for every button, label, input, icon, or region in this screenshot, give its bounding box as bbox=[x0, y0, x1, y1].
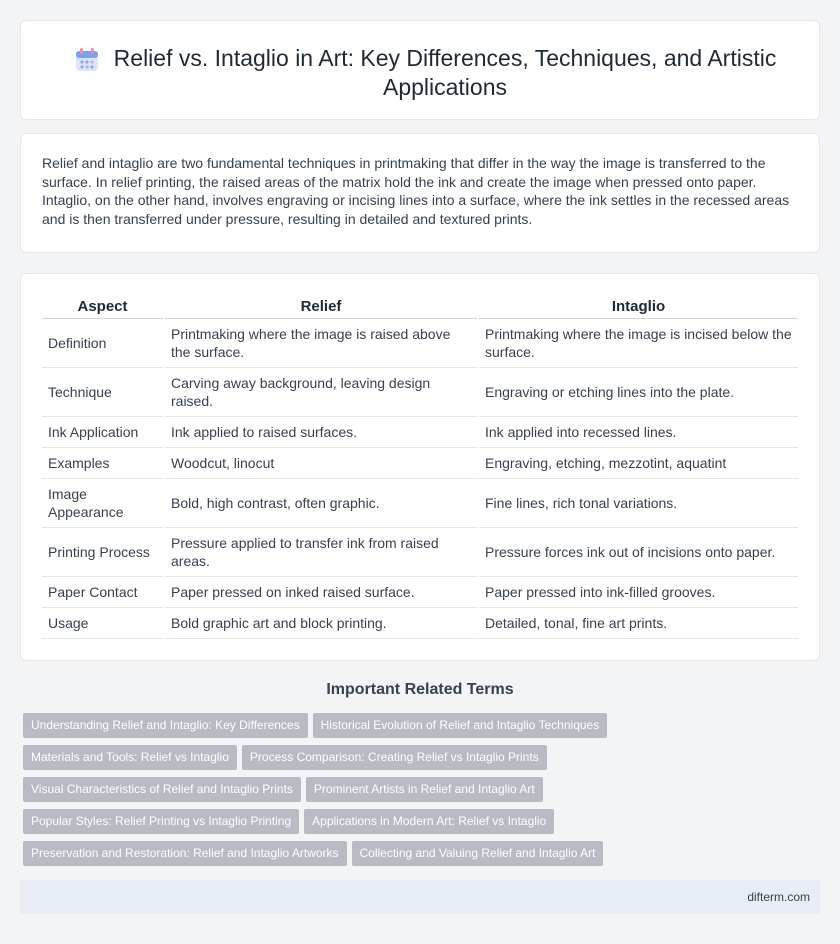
intro-paragraph: Relief and intaglio are two fundamental techniques in printmaking that differ in the way the image is transferred to the surface. In relief printing, the raised areas of the matrix hold the ink and create the image when pressed onto paper. Intaglio, on the other hand, involves engraving or incising lines into a surface, where the ink settles in the recessed areas and is then transferred under pressure, resulting in detailed and textured prints. bbox=[42, 155, 790, 227]
tag-row bbox=[23, 745, 823, 777]
table-cell-relief: Paper pressed on inked raised surface. bbox=[164, 576, 478, 607]
related-term-tag[interactable]: Process Comparison: Creating Relief vs Intaglio Prints bbox=[242, 745, 547, 770]
related-term-tag[interactable]: Prominent Artists in Relief and Intaglio Art bbox=[306, 777, 543, 802]
table-cell-intaglio: Fine lines, rich tonal variations. bbox=[478, 478, 798, 527]
table-row bbox=[42, 607, 798, 638]
footer bbox=[20, 880, 820, 914]
related-term-tag[interactable]: Visual Characteristics of Relief and Intaglio Prints bbox=[23, 777, 301, 802]
table-cell-relief: Bold graphic art and block printing. bbox=[164, 607, 478, 638]
table-cell-relief: Woodcut, linocut bbox=[164, 447, 478, 478]
related-term-tag[interactable]: Preservation and Restoration: Relief and Intaglio Artworks bbox=[23, 841, 347, 866]
comparison-table bbox=[42, 296, 798, 639]
table-cell-relief: Ink applied to raised surfaces. bbox=[164, 416, 478, 447]
table-cell-intaglio: Engraving or etching lines into the plate. bbox=[478, 367, 798, 416]
tag-row bbox=[23, 809, 823, 841]
table-cell-intaglio: Ink applied into recessed lines. bbox=[478, 416, 798, 447]
table-cell-intaglio: Engraving, etching, mezzotint, aquatint bbox=[478, 447, 798, 478]
table-cell-aspect: Examples bbox=[42, 447, 164, 478]
calendar-icon bbox=[74, 47, 100, 73]
related-terms-list bbox=[23, 713, 823, 873]
related-term-tag[interactable]: Materials and Tools: Relief vs Intaglio bbox=[23, 745, 237, 770]
related-term-tag[interactable]: Popular Styles: Relief Printing vs Intaglio Printing bbox=[23, 809, 299, 834]
table-cell-aspect: Ink Application bbox=[42, 416, 164, 447]
table-cell-relief: Carving away background, leaving design raised. bbox=[164, 367, 478, 416]
table-cell-relief: Printmaking where the image is raised above the surface. bbox=[164, 318, 478, 367]
table-cell-aspect: Technique bbox=[42, 367, 164, 416]
table-row bbox=[42, 478, 798, 527]
table-cell-relief: Bold, high contrast, often graphic. bbox=[164, 478, 478, 527]
related-term-tag[interactable]: Understanding Relief and Intaglio: Key Differences bbox=[23, 713, 308, 738]
table-row bbox=[42, 447, 798, 478]
table-cell-intaglio: Printmaking where the image is incised below the surface. bbox=[478, 318, 798, 367]
table-cell-aspect: Definition bbox=[42, 318, 164, 367]
title-wrap bbox=[61, 44, 779, 102]
intro-card bbox=[20, 133, 820, 253]
tag-row bbox=[23, 841, 823, 873]
tag-row bbox=[23, 777, 823, 809]
related-term-tag[interactable]: Applications in Modern Art: Relief vs Intaglio bbox=[304, 809, 554, 834]
column-header-aspect: Aspect bbox=[42, 296, 164, 318]
related-term-tag[interactable]: Collecting and Valuing Relief and Intaglio Art bbox=[352, 841, 604, 866]
table-cell-intaglio: Pressure forces ink out of incisions onto paper. bbox=[478, 527, 798, 576]
table-cell-relief: Pressure applied to transfer ink from raised areas. bbox=[164, 527, 478, 576]
table-row bbox=[42, 318, 798, 367]
tag-row bbox=[23, 713, 823, 745]
column-header-relief: Relief bbox=[164, 296, 478, 318]
table-cell-aspect: Usage bbox=[42, 607, 164, 638]
table-cell-aspect: Printing Process bbox=[42, 527, 164, 576]
table-row bbox=[42, 416, 798, 447]
related-terms-heading: Important Related Terms bbox=[326, 681, 514, 698]
page-title: Relief vs. Intaglio in Art: Key Differences, Techniques, and Artistic Applications bbox=[113, 45, 777, 100]
table-row bbox=[42, 527, 798, 576]
table-cell-aspect: Paper Contact bbox=[42, 576, 164, 607]
table-cell-intaglio: Detailed, tonal, fine art prints. bbox=[478, 607, 798, 638]
related-term-tag[interactable]: Historical Evolution of Relief and Intaglio Techniques bbox=[313, 713, 608, 738]
footer-site-link[interactable]: difterm.com bbox=[747, 890, 810, 904]
table-row bbox=[42, 367, 798, 416]
table-header-row bbox=[42, 296, 798, 318]
table-row bbox=[42, 576, 798, 607]
table-cell-aspect: Image Appearance bbox=[42, 478, 164, 527]
header-card bbox=[20, 20, 820, 120]
table-cell-intaglio: Paper pressed into ink-filled grooves. bbox=[478, 576, 798, 607]
comparison-card bbox=[20, 273, 820, 661]
column-header-intaglio: Intaglio bbox=[478, 296, 798, 318]
